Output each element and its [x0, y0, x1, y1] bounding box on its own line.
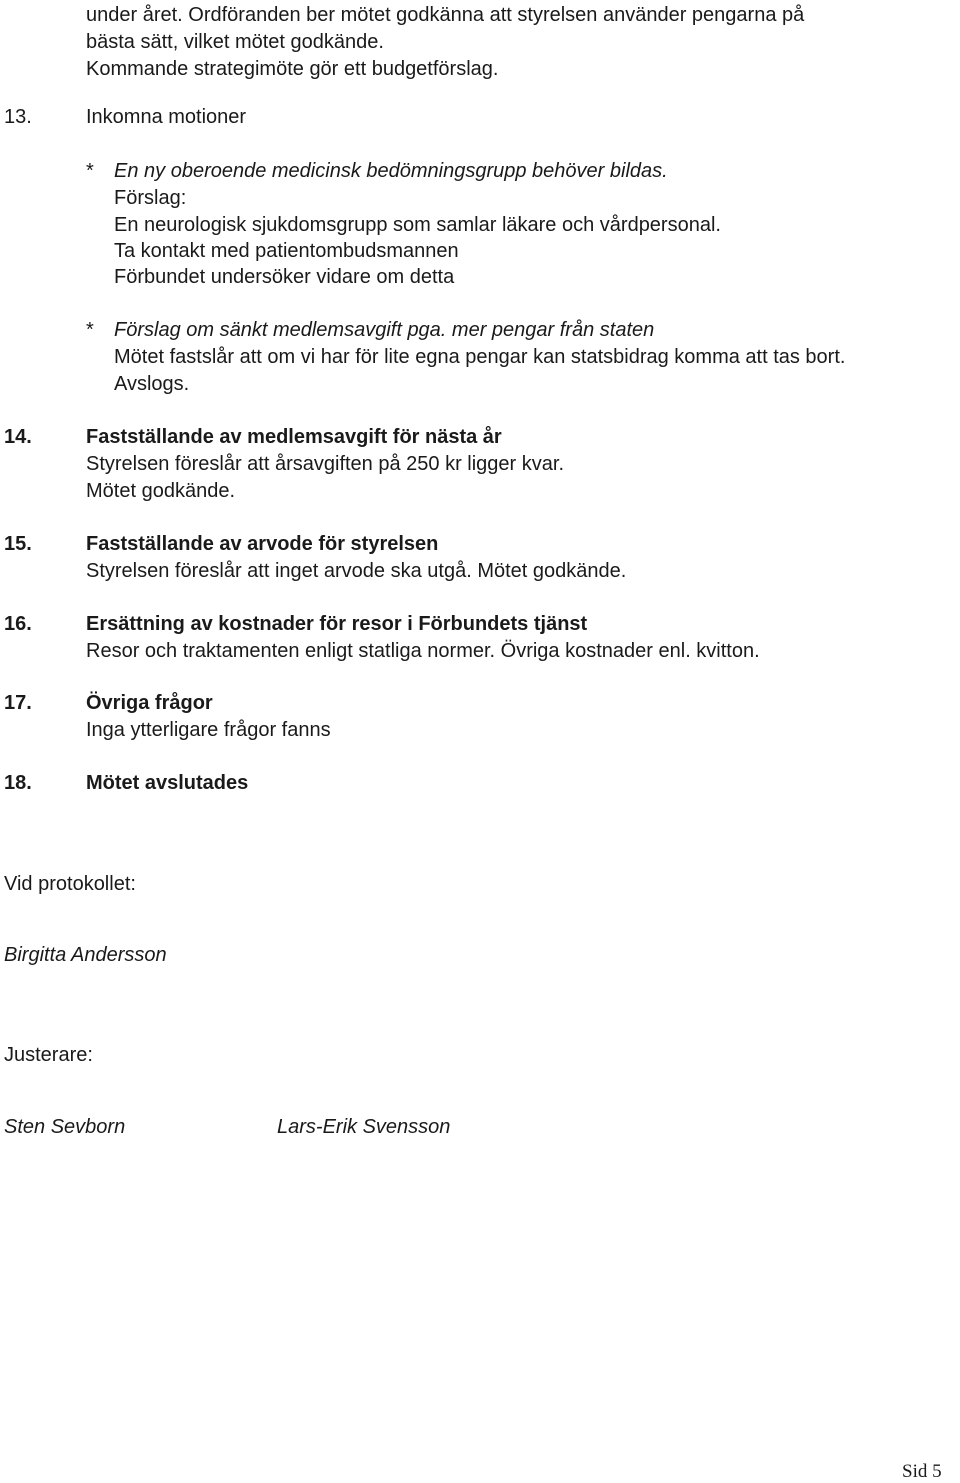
- section-18-number: 18.: [4, 772, 32, 794]
- section-17-title: Övriga frågor: [86, 692, 213, 714]
- section-17-number: 17.: [4, 692, 32, 714]
- section-16-line: Resor och traktamenten enligt statliga normer. Övriga kostnader enl. kvitton.: [86, 640, 760, 662]
- motion-2-title: Förslag om sänkt medlemsavgift pga. mer pengar från staten: [114, 319, 655, 341]
- motion-1-title: En ny oberoende medicinsk bedömningsgrupp behöver bildas.: [114, 160, 668, 182]
- section-15-line: Styrelsen föreslår att inget arvode ska utgå. Mötet godkände.: [86, 560, 627, 582]
- section-14-line: Mötet godkände.: [86, 480, 235, 502]
- section-14-line: Styrelsen föreslår att årsavgiften på 250 kr ligger kvar.: [86, 453, 565, 475]
- section-15-title: Fastställande av arvode för styrelsen: [86, 533, 439, 555]
- section-16-number: 16.: [4, 613, 32, 635]
- section-14-title: Fastställande av medlemsavgift för nästa år: [86, 426, 502, 448]
- motion-1-line: Förslag:: [114, 187, 187, 209]
- motion-2-line: Avslogs.: [114, 373, 190, 395]
- section-15-number: 15.: [4, 533, 32, 555]
- motion-2-line: Mötet fastslår att om vi har för lite egna pengar kan statsbidrag komma att tas bort.: [114, 346, 846, 368]
- adjuster-2-name: Lars-Erik Svensson: [277, 1116, 451, 1138]
- section-13-number: 13.: [4, 106, 32, 128]
- section-18-title: Mötet avslutades: [86, 772, 249, 794]
- protocol-name: Birgitta Andersson: [4, 944, 167, 966]
- section-17-line: Inga ytterligare frågor fanns: [86, 719, 331, 741]
- motion-1-line: Förbundet undersöker vidare om detta: [114, 266, 455, 288]
- section-16-title: Ersättning av kostnader för resor i Förbundets tjänst: [86, 613, 588, 635]
- intro-line: bästa sätt, vilket mötet godkände.: [86, 31, 384, 53]
- page-number: Sid 5: [902, 1461, 942, 1482]
- section-13-title: Inkomna motioner: [86, 106, 247, 128]
- motion-2-bullet: *: [86, 319, 94, 341]
- motion-1-bullet: *: [86, 160, 94, 182]
- motion-1-line: Ta kontakt med patientombudsmannen: [114, 240, 459, 262]
- protocol-label: Vid protokollet:: [4, 873, 136, 895]
- adjusters-label: Justerare:: [4, 1044, 93, 1066]
- adjuster-1-name: Sten Sevborn: [4, 1116, 126, 1138]
- intro-line: Kommande strategimöte gör ett budgetförslag.: [86, 58, 499, 80]
- motion-1-line: En neurologisk sjukdomsgrupp som samlar läkare och vårdpersonal.: [114, 214, 721, 236]
- section-14-number: 14.: [4, 426, 32, 448]
- intro-line: under året. Ordföranden ber mötet godkänna att styrelsen använder pengarna på: [86, 4, 805, 26]
